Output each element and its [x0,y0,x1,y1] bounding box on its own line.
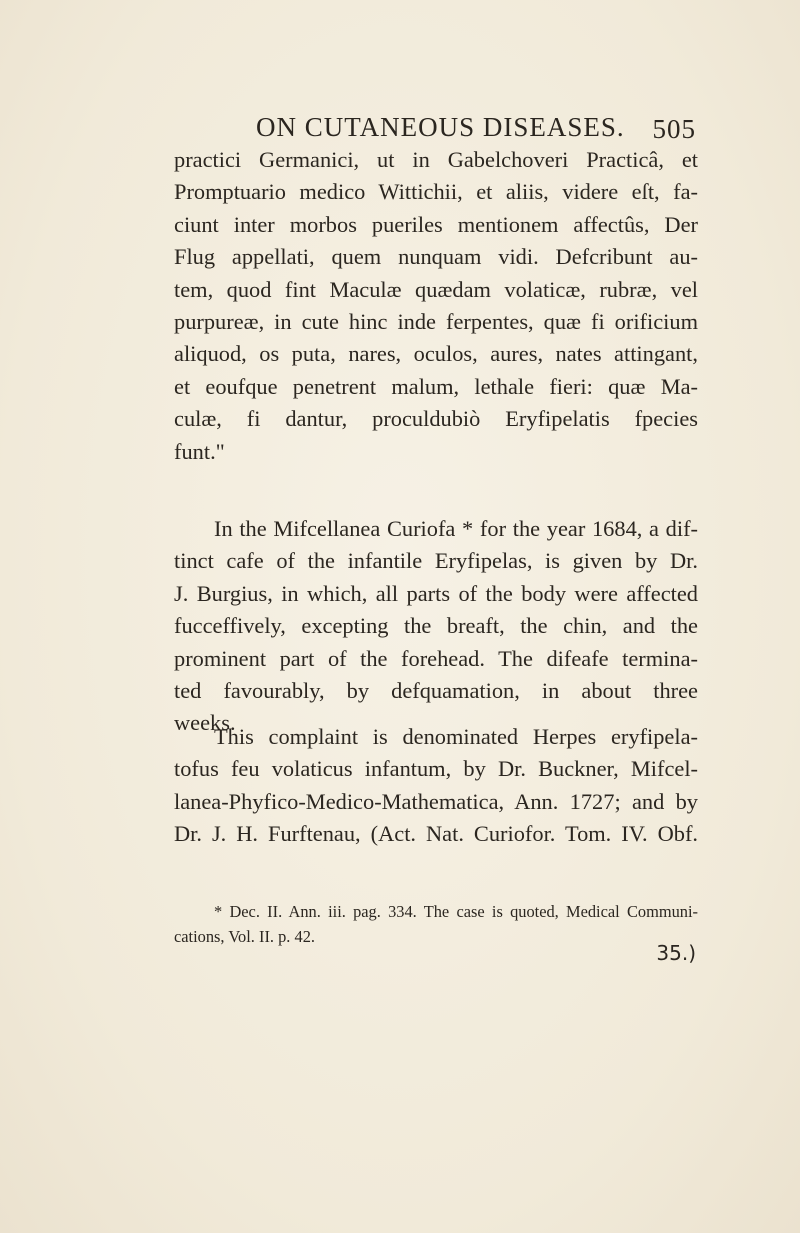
text-line: Flug appellati, quem nunquam vidi. Defcribunt au- [174,244,698,270]
text-line: Dr. J. H. Furftenau, (Act. Nat. Curiofor. Tom. IV. Obf. [174,821,698,847]
text-line: lanea-Phyfico-Medico-Mathematica, Ann. 1727; and by [174,788,698,814]
catchword: 35.) [656,941,696,965]
text-line: ciunt inter morbos pueriles mentionem affectûs, Der [174,211,698,237]
text-line: purpureæ, in cute hinc inde ferpentes, quæ fi orificium [174,308,698,334]
paragraph-herpes [174,721,698,851]
text-line: aliquod, os puta, nares, oculos, aures, nates attingant, [174,341,698,367]
running-head [256,112,696,148]
text-line: tem, quod fint Maculæ quædam volaticæ, rubræ, vel [174,276,698,302]
text-line: tinct cafe of the infantile Eryfipelas, is given by Dr. [174,548,698,574]
text-line: culæ, fi dantur, proculdubiò Eryfipelatis fpecies [174,406,698,432]
text-line: Promptuario medico Wittichii, et aliis, videre eſt, fa- [174,179,698,205]
text-line: This complaint is denominated Herpes eryfipela- [214,724,698,749]
text-line: In the Mifcellanea Curiofa * for the year 1684, a dif- [214,516,698,541]
page-number: 505 [652,114,696,144]
text-line: funt." [174,438,225,464]
text-line: practici Germanici, ut in Gabelchoveri Practicâ, et [174,147,698,172]
text-line: ted favourably, by defquamation, in about three [174,677,698,703]
text-line: prominent part of the forehead. The difeafe termina- [174,645,698,671]
text-line: J. Burgius, in which, all parts of the body were affected [174,580,698,606]
text-line: fucceffively, excepting the breaft, the chin, and the [174,613,698,639]
footnote-line: cations, Vol. II. p. 42. [174,927,315,946]
text-line: tofus feu volaticus infantum, by Dr. Buckner, Mifcel- [174,756,698,782]
text-line: et eoufque penetrent malum, lethale fieri: quæ Ma- [174,373,698,399]
text-line: weeks. [174,710,236,736]
paragraph-miscellanea [174,513,698,740]
running-head-title: ON CUTANEOUS DISEASES. [256,112,625,142]
footnote-line: * Dec. II. Ann. iii. pag. 334. The case is quoted, Medical Communi- [214,902,698,921]
paragraph-latin-quote [174,144,698,468]
